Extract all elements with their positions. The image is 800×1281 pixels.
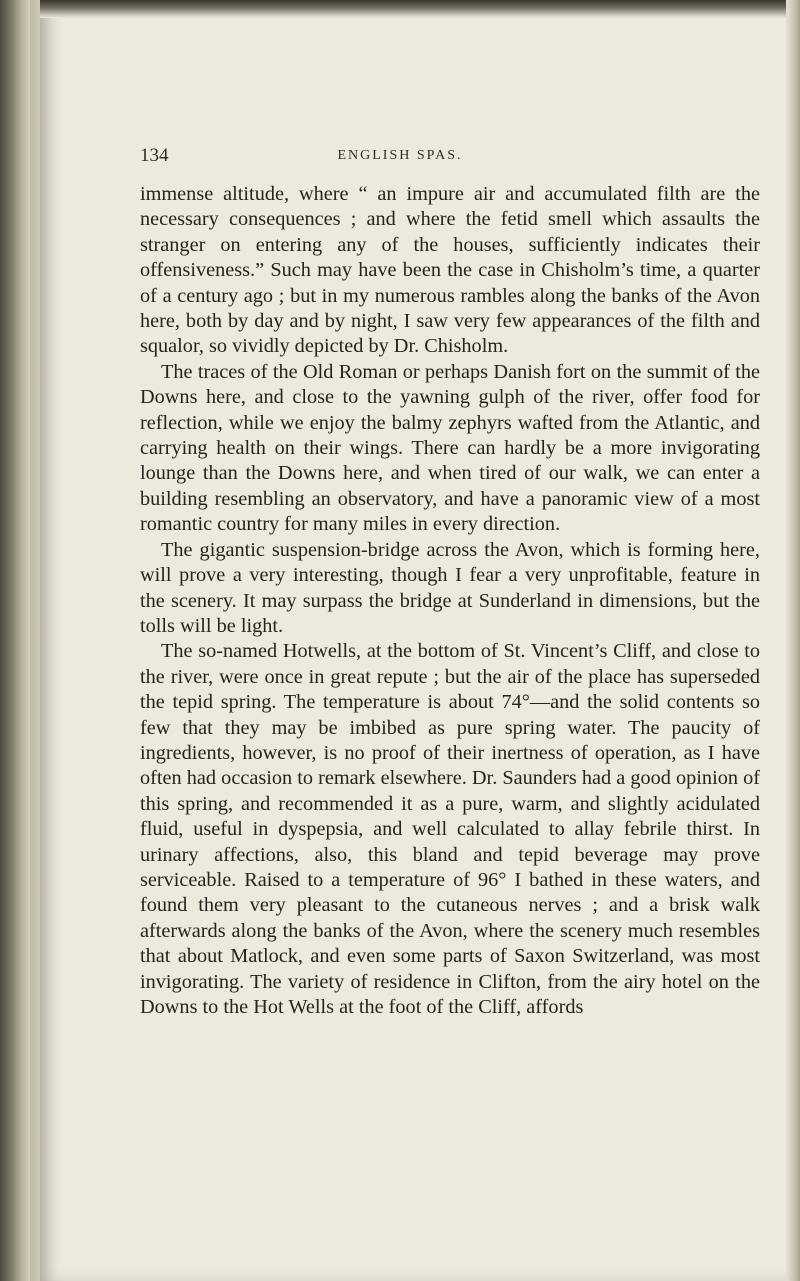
book-spine xyxy=(0,0,30,1281)
page-top-edge xyxy=(40,0,800,18)
paragraph: The so-named Hotwells, at the bottom of St. Vincent’s Cliff, and close to the river, were once in great repute ; but the air of the place has superseded the tepid spring. The temperature is about 74°—and the solid contents so few that they may be imbibed as pure spring water. The paucity of ingredients, however, is no proof of their inertness of operation, as I have often had occasion to remark elsewhere. Dr. Saunders had a good opinion of this spring, and recommended it as a pure, warm, and slightly acidulated fluid, useful in dyspepsia, and well calculated to allay febrile thirst. In urinary affections, also, this bland and tepid beverage may prove serviceable. Raised to a temperature of 96° I bathed in these waters, and found them very pleasant to the cutaneous nerves ; and a brisk walk afterwards along the banks of the Avon, where the scenery much resembles that about Matlock, and even some parts of Saxon Switzerland, was most invigorating. The variety of residence in Clifton, from the airy hotel on the Downs to the Hot Wells at the foot of the Cliff, affords xyxy=(140,640,760,1018)
paragraph: The gigantic suspension-bridge across the Avon, which is forming here, will prove a very interesting, though I fear a very unprofitable, feature in the scenery. It may surpass the bridge at Sunderland in dimensions, but the tolls will be light. xyxy=(140,538,760,637)
running-head: ENGLISH SPAS. xyxy=(337,148,463,163)
page-number: 134 xyxy=(140,145,169,166)
paragraph: The traces of the Old Roman or perhaps Danish fort on the summit of the Downs here, and close to the yawning gulph of the river, offer food for reflection, while we enjoy the balmy zephyrs wafted from the Atlantic, and carrying health on their wings. There can hardly be a more invigorating lounge than the Downs here, and when tired of our walk, we can enter a building resembling an observatory, and have a panoramic view of a most romantic country for many miles in every direction. xyxy=(140,360,760,536)
paragraph: immense altitude, where “ an impure air and accumulated filth are the necessary consequences ; and where the fetid smell which assaults the stranger on entering any of the houses, sufficiently indicates their offensiveness.” Such may have been the case in Chisholm’s time, a quarter of a century ago ; but in my numerous rambles along the banks of the Avon here, both by day and by night, I saw very few appearances of the filth and squalor, so vividly depicted by Dr. Chisholm. xyxy=(140,183,760,358)
body-text xyxy=(140,182,760,1020)
page-header xyxy=(140,145,660,169)
page-right-edge xyxy=(786,0,800,1281)
